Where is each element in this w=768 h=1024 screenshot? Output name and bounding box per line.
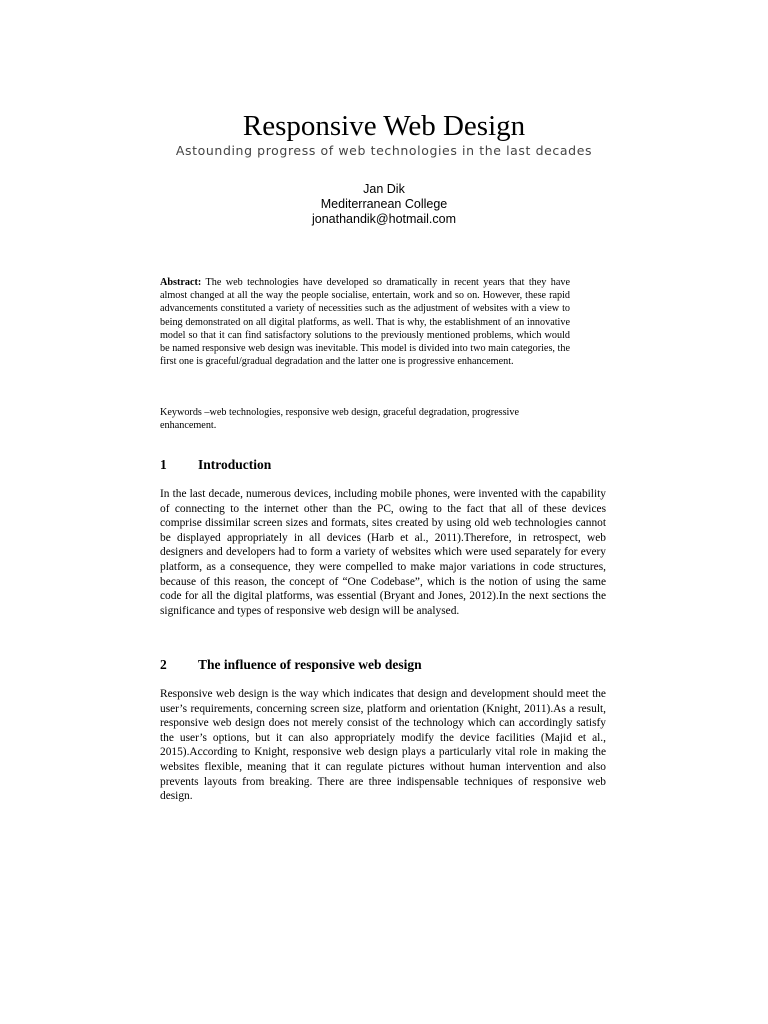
author-email: jonathandik@hotmail.com xyxy=(311,212,456,226)
author-name: Jan Dik xyxy=(363,182,405,196)
paper-title: Responsive Web Design xyxy=(242,110,526,142)
keywords: Keywords –web technologies, responsive web design, graceful degradation, progressive enhancement. xyxy=(160,407,520,432)
paper-subtitle: Astounding progress of web technologies in the last decades xyxy=(175,143,593,158)
section-title: Introduction xyxy=(198,457,272,472)
author-block xyxy=(0,182,768,227)
abstract-label: Abstract: xyxy=(160,277,202,288)
abstract xyxy=(160,276,570,368)
section-number: 2 xyxy=(160,657,167,672)
section-title: The influence of responsive web design xyxy=(198,657,422,672)
abstract-text: The web technologies have developed so dramatically in recent years that they have almost changed at all the way the people socialise, entertain, work and so on. However, these rapid advancements constituted a variety of necessities such as the adjustment of websites with a view to being demonstrated on all digital platforms, as well. That is why, the establishment of an innovative model so that it can find satisfactory solutions to the previously mentioned problems, which would be named responsive web design was inevitable. This model is divided into two main categories, the first one is graceful/gradual degradation and the latter one is progressive enhancement. xyxy=(160,277,570,368)
author-affiliation: Mediterranean College xyxy=(320,197,448,211)
section-number: 1 xyxy=(160,457,167,472)
section-heading-introduction xyxy=(160,457,271,473)
section-body-influence: Responsive web design is the way which indicates that design and development should meet the user’s requirements, concerning screen size, platform and orientation (Knight, 2011).As a result, responsive web design does not merely consist of the technology which can accordingly satisfy the user’s options, but it can also appropriately modify the device facilities (Majid et al., 2015).According to Knight, responsive web design plays a particularly vital role in making the websites flexible, meaning that it can regulate pictures without human intervention and also prevents layouts from breaking. There are three indispensable techniques of responsive web design. xyxy=(160,688,606,803)
section-heading-influence xyxy=(160,657,422,673)
section-body-introduction: In the last decade, numerous devices, including mobile phones, were invented with the capability of connecting to the internet other than the PC, owing to the fact that all of these devices comprise dissimilar screen sizes and formats, sites created by using old web technologies cannot be displayed appropriately in all devices (Harb et al., 2011).Therefore, in retrospect, web designers and developers had to form a variety of websites which were used separately for every platform, as a consequence, they were compelled to make major variations in code structures, because of this reason, the concept of “One Codebase”, which is the notion of using the same code for all the digital platforms, was essential (Bryant and Jones, 2012).In the next sections the significance and types of responsive web design will be analysed. xyxy=(160,488,606,617)
